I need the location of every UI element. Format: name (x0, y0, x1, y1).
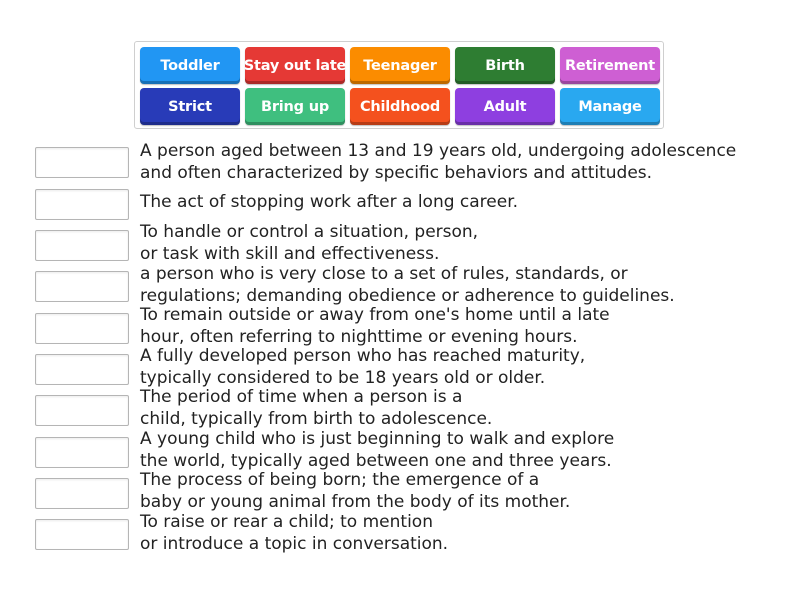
answer-drop-box[interactable] (35, 313, 129, 344)
tile-retirement[interactable]: Retirement (560, 47, 660, 84)
tile-strict[interactable]: Strict (140, 88, 240, 125)
definition-text: A person aged between 13 and 19 years old, undergoing adolescence and often characterized by specific behaviors and attitudes. (140, 141, 737, 183)
definition-text: The act of stopping work after a long career. (140, 192, 519, 212)
definition-text: The period of time when a person is a child, typically from birth to adolescence. (140, 387, 493, 429)
definition-text: a person who is very close to a set of rules, standards, or regulations; demanding obedience or adherence to guidelines. (140, 264, 675, 306)
answer-drop-box[interactable] (35, 395, 129, 426)
definition-text: To handle or control a situation, person, or task with skill and effectiveness. (140, 222, 479, 264)
definition-text: The process of being born; the emergence of a baby or young animal from the body of its mother. (140, 470, 571, 512)
tile-adult[interactable]: Adult (455, 88, 555, 125)
tile-birth[interactable]: Birth (455, 47, 555, 84)
definition-text: To raise or rear a child; to mention or introduce a topic in conversation. (140, 512, 449, 554)
definition-text: A fully developed person who has reached maturity, typically considered to be 18 years old or older. (140, 346, 586, 388)
answer-drop-box[interactable] (35, 147, 129, 178)
definition-text: To remain outside or away from one's home until a late hour, often referring to nighttime or evening hours. (140, 305, 610, 347)
word-tile-bank (134, 41, 664, 129)
tile-teenager[interactable]: Teenager (350, 47, 450, 84)
tile-toddler[interactable]: Toddler (140, 47, 240, 84)
answer-drop-box[interactable] (35, 189, 129, 220)
tile-stay-out-late[interactable]: Stay out late (245, 47, 345, 84)
tile-manage[interactable]: Manage (560, 88, 660, 125)
tile-bring-up[interactable]: Bring up (245, 88, 345, 125)
answer-drop-box[interactable] (35, 271, 129, 302)
answer-drop-box[interactable] (35, 354, 129, 385)
tile-childhood[interactable]: Childhood (350, 88, 450, 125)
answer-drop-box[interactable] (35, 437, 129, 468)
definition-text: A young child who is just beginning to walk and explore the world, typically aged between one and three years. (140, 429, 615, 471)
answer-drop-box[interactable] (35, 519, 129, 550)
answer-drop-box[interactable] (35, 230, 129, 261)
answer-drop-box[interactable] (35, 478, 129, 509)
